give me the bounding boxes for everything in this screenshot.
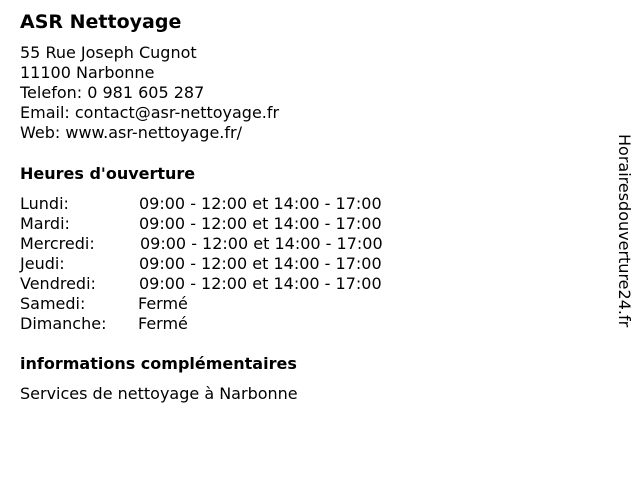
day-label: Mercredi: — [20, 234, 95, 253]
city-postal: 11100 Narbonne — [20, 63, 155, 82]
day-label: Samedi: — [20, 294, 86, 313]
day-label: Jeudi: — [20, 254, 65, 273]
day-label: Dimanche: — [20, 314, 107, 333]
additional-info-text: Services de nettoyage à Narbonne — [20, 384, 298, 403]
address-block — [20, 43, 279, 143]
time-value: Fermé — [138, 294, 188, 313]
time-value: 09:00 - 12:00 et 14:00 - 17:00 — [140, 234, 383, 253]
web-line: Web: www.asr-nettoyage.fr/ — [20, 123, 242, 142]
day-label: Lundi: — [20, 194, 69, 213]
time-value: Fermé — [138, 314, 188, 333]
business-name: ASR Nettoyage — [20, 11, 182, 33]
time-value: 09:00 - 12:00 et 14:00 - 17:00 — [139, 194, 382, 213]
time-value: 09:00 - 12:00 et 14:00 - 17:00 — [139, 214, 382, 233]
additional-info-heading: informations complémentaires — [20, 354, 297, 373]
street-address: 55 Rue Joseph Cugnot — [20, 43, 197, 62]
phone-line: Telefon: 0 981 605 287 — [20, 83, 205, 102]
email-line: Email: contact@asr-nettoyage.fr — [20, 103, 280, 122]
opening-hours-heading: Heures d'ouverture — [20, 164, 196, 183]
day-label: Mardi: — [20, 214, 70, 233]
site-watermark: Horairesdouverture24.fr — [615, 134, 634, 328]
time-value: 09:00 - 12:00 et 14:00 - 17:00 — [139, 254, 382, 273]
time-value: 09:00 - 12:00 et 14:00 - 17:00 — [139, 274, 382, 293]
day-label: Vendredi: — [20, 274, 96, 293]
